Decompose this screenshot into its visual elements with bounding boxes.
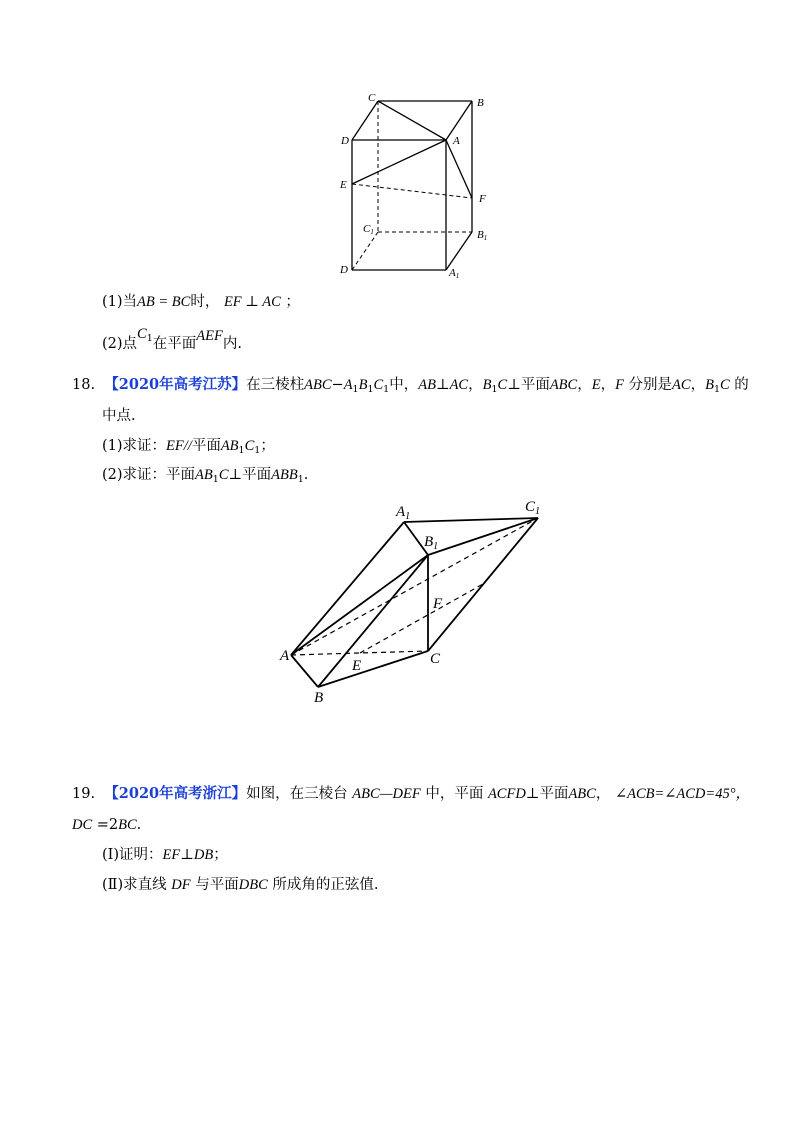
label-C1: C1 bbox=[363, 223, 374, 236]
q17-part2: (2)点$C_1$在平面AEF内. bbox=[102, 326, 242, 352]
label-E: E bbox=[352, 658, 362, 674]
q18-source: 【2020年高考江苏】 bbox=[104, 376, 247, 393]
q19-source: 【2020年高考浙江】 bbox=[104, 785, 247, 802]
q18-part1: (1)求证：EF//平面$AB_1C_1$； bbox=[102, 438, 275, 456]
label-A1: $A_1$ bbox=[396, 504, 411, 522]
label-B1: $B_1$ bbox=[424, 534, 439, 552]
q18-stem-line2: 中点. bbox=[102, 408, 136, 424]
q19-stem-line2: DC =2BC. bbox=[72, 817, 142, 833]
q18-part2: (2)求证：平面$AB_1C\perp$平面$ABB_1$. bbox=[102, 467, 309, 485]
label-C: C bbox=[430, 651, 441, 667]
label-C: C bbox=[368, 92, 376, 104]
label-A: A bbox=[453, 135, 460, 147]
q19-part1: (Ⅰ)证明：EF⊥DB； bbox=[102, 847, 228, 863]
q19-stem-line1: 19. 【2020年高考浙江】如图，在三棱台 ABC—DEF 中，平面 ACFD⊥平面ABC， ∠ACB=∠ACD=45°， bbox=[72, 785, 750, 802]
label-D1: D bbox=[340, 264, 348, 276]
label-F: F bbox=[433, 596, 443, 612]
label-B1: B1 bbox=[477, 229, 488, 242]
label-A1: A1 bbox=[449, 267, 460, 280]
label-E: E bbox=[340, 179, 347, 191]
label-B: B bbox=[314, 690, 324, 706]
q19-part2: (Ⅱ)求直线 DF 与平面DBC 所成角的正弦值. bbox=[102, 877, 379, 893]
label-C1: $C_1$ bbox=[525, 499, 541, 517]
label-A: A bbox=[280, 648, 290, 664]
q18-stem-line1: 18. 【2020年高考江苏】在三棱柱$ABC-A_1B_1C_1$中，AB⊥AC，$B_1C\perp$平面ABC，E，F 分别是AC，$B_1C$ 的 bbox=[72, 376, 749, 395]
q17-part1: (1)当AB = BC时， EF ⊥ AC ； bbox=[102, 294, 300, 310]
label-F: F bbox=[479, 193, 486, 205]
label-D: D bbox=[341, 135, 349, 147]
label-B: B bbox=[477, 97, 484, 109]
